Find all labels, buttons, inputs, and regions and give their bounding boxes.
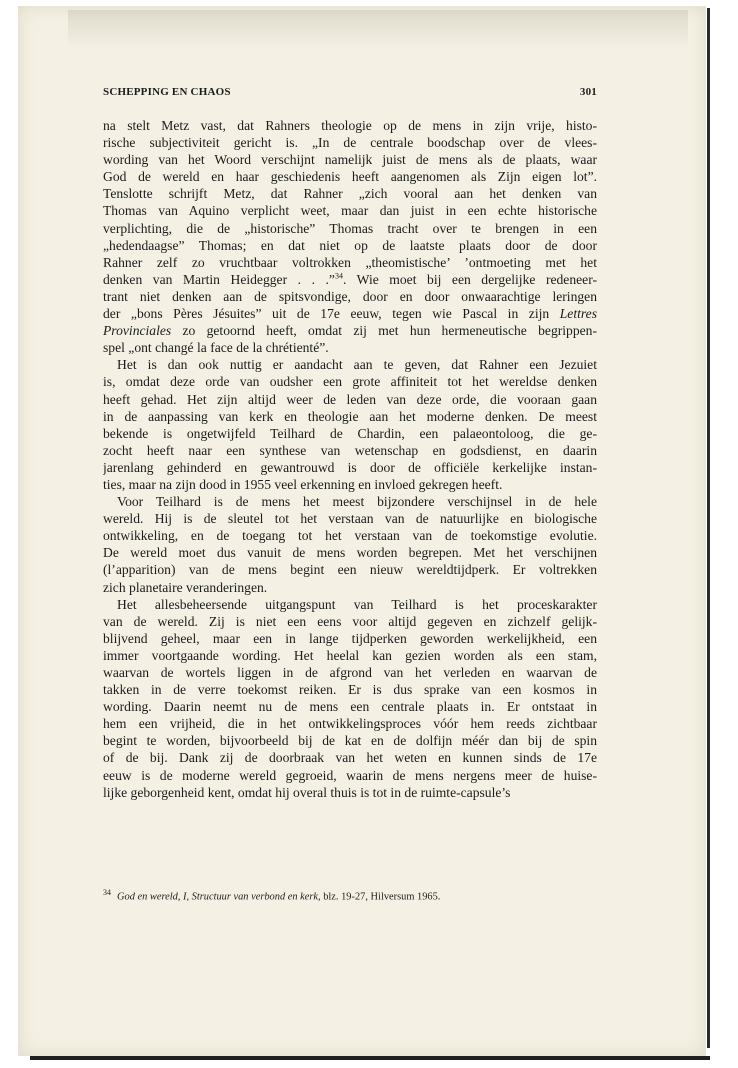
footnote-marker: 34	[103, 888, 111, 897]
text-line: ontwikkeling, en de toegang tot het verstaan van de toekomstige evolutie.	[103, 528, 597, 544]
text-line-with-ref	[103, 271, 597, 288]
footnote-text: blz. 19-27, Hilversum 1965.	[320, 891, 441, 903]
text-line: De wereld moet dus vanuit de mens worden begrepen. Met het verschijnen	[103, 545, 597, 561]
text-fragment: der „bons Pères Jésuites” uit de 17e eeuw, tegen wie Pascal in zijn	[103, 306, 550, 322]
text-line: heeft gehad. Het zijn altijd weer de leden van deze orde, die vooraan gaan	[103, 391, 597, 407]
text-line: „hedendaagse” Thomas; en dat niet op de laatste plaats door de door	[103, 237, 597, 253]
text-line: is, omdat deze orde van oudsher een grote affiniteit tot het wereldse denken	[103, 374, 597, 390]
text-line: zich planetaire veranderingen.	[103, 579, 268, 595]
page-number: 301	[579, 86, 597, 98]
text-line: trant niet denken aan de spitsvondige, door en door onwaarachtige leringen	[103, 288, 597, 304]
text-line: blijvend geheel, maar een in lange tijdperken geworden werkelijkheid, een	[103, 630, 597, 646]
text-line: wereld. Hij is de sleutel tot het verstaan van de natuurlijke en biologische	[103, 511, 597, 527]
text-line: immer voortgaande wording. Het heelal kan gezien worden als een stam,	[103, 647, 597, 663]
text-line: eeuw is de moderne wereld gegroeid, waarin de mens nergens meer de huise-	[103, 767, 597, 783]
text-line: wording. Daarin neemt nu de mens een centrale plaats in. Er ontstaat in	[103, 699, 597, 715]
text-fragment: zo getoornd heeft, omdat zij met hun hermeneutische begrippen-	[171, 323, 597, 339]
scan-smudge	[68, 10, 688, 50]
text-line: Tenslotte schrijft Metz, dat Rahner „zich vooral aan het denken van	[103, 186, 597, 202]
text-line: ties, maar na zijn dood in 1955 veel erkenning en invloed gekregen heeft.	[103, 476, 503, 492]
text-line: na stelt Metz vast, dat Rahners theologie op de mens in zijn vrije, histo-	[103, 118, 597, 133]
text-line: lijke geborgenheid kent, omdat hij overal thuis is tot in de ruimte-capsule’s	[103, 784, 511, 800]
text-line: jarenlang gehinderd en gewantrouwd is door de officiële kerkelijke instan-	[103, 459, 597, 475]
text-line: wording van het Woord verschijnt namelijk juist de mens als de plaats, waar	[103, 152, 597, 168]
text-line: of de bij. Dank zij de doorbraak van het weten en kunnen sinds de 17e	[103, 750, 597, 766]
text-fragment: . Wie moet bij een dergelijke redeneer-	[342, 271, 597, 287]
italic-title: Lettres	[559, 306, 597, 322]
text-line-with-italic	[103, 305, 597, 322]
text-line: spel „ont changé la face de la chrétienté”.	[103, 340, 329, 356]
paragraph-start: Het allesbeheersende uitgangspunt van Teilhard is het proceskarakter	[117, 596, 597, 612]
page-edge-right	[707, 8, 710, 1048]
text-line: waarvan de wortels liggen in de afgrond van het verleden en waarvan de	[103, 665, 597, 680]
paragraph-start: Het is dan ook nuttig er aandacht aan te geven, dat Rahner een Jezuiet	[117, 357, 597, 373]
text-line: verplichting, die de „historische” Thomas tracht over te brengen in een	[103, 220, 597, 236]
text-line: zocht heeft naar een synthese van wetenschap en godsdienst, en daarin	[103, 442, 597, 458]
text-line: van de wereld. Zij is niet een eens voor altijd gegeven en zichzelf gelijk-	[103, 613, 597, 629]
paragraph-start: Voor Teilhard is de mens het meest bijzondere verschijnsel in de hele	[117, 494, 597, 510]
text-line-with-italic	[103, 322, 597, 339]
text-line: in de aanpassing van kerk en theologie aan het moderne denken. De meest	[103, 408, 597, 424]
footnote	[103, 888, 597, 902]
text-line: God de wereld en haar geschiedenis heeft aangenomen als Zijn eigen lot”.	[103, 169, 597, 185]
text-line: hem een vrijheid, die in het ontwikkelingsproces vóór hem reeds zichtbaar	[103, 716, 597, 732]
text-line: takken in de verre toekomst reiken. Er is dus sprake van een kosmos in	[103, 682, 597, 698]
footnote-title: God en wereld, I, Structuur van verbond en kerk,	[117, 891, 321, 903]
text-line: begint te worden, bijvoorbeeld bij de kat en de dolfijn méér dan bij de spin	[103, 733, 597, 749]
running-title: SCHEPPING EN CHAOS	[103, 86, 231, 98]
text-fragment: denken van Martin Heidegger . . .”	[103, 271, 335, 287]
footnote-reference[interactable]: 34	[334, 271, 343, 281]
text-line: Thomas van Aquino verplicht weet, maar dan juist in een echte historische	[103, 203, 597, 219]
text-line: rische subjectiviteit gericht is. „In de centrale boodschap over de vlees-	[103, 135, 597, 151]
running-header	[103, 86, 597, 102]
italic-title: Provinciales	[103, 323, 172, 339]
text-line: (l’apparition) van de mens begint een nieuw wereldtijdperk. Er voltrekken	[103, 562, 597, 578]
body-text	[103, 117, 597, 801]
page-edge-bottom	[30, 1056, 710, 1060]
text-line: bekende is ongetwijfeld Teilhard de Chardin, een palaeontoloog, die ge-	[103, 425, 597, 441]
text-line: Rahner zelf zo vruchtbaar voltrokken „theomistische’ ’ontmoeting met het	[103, 254, 597, 270]
